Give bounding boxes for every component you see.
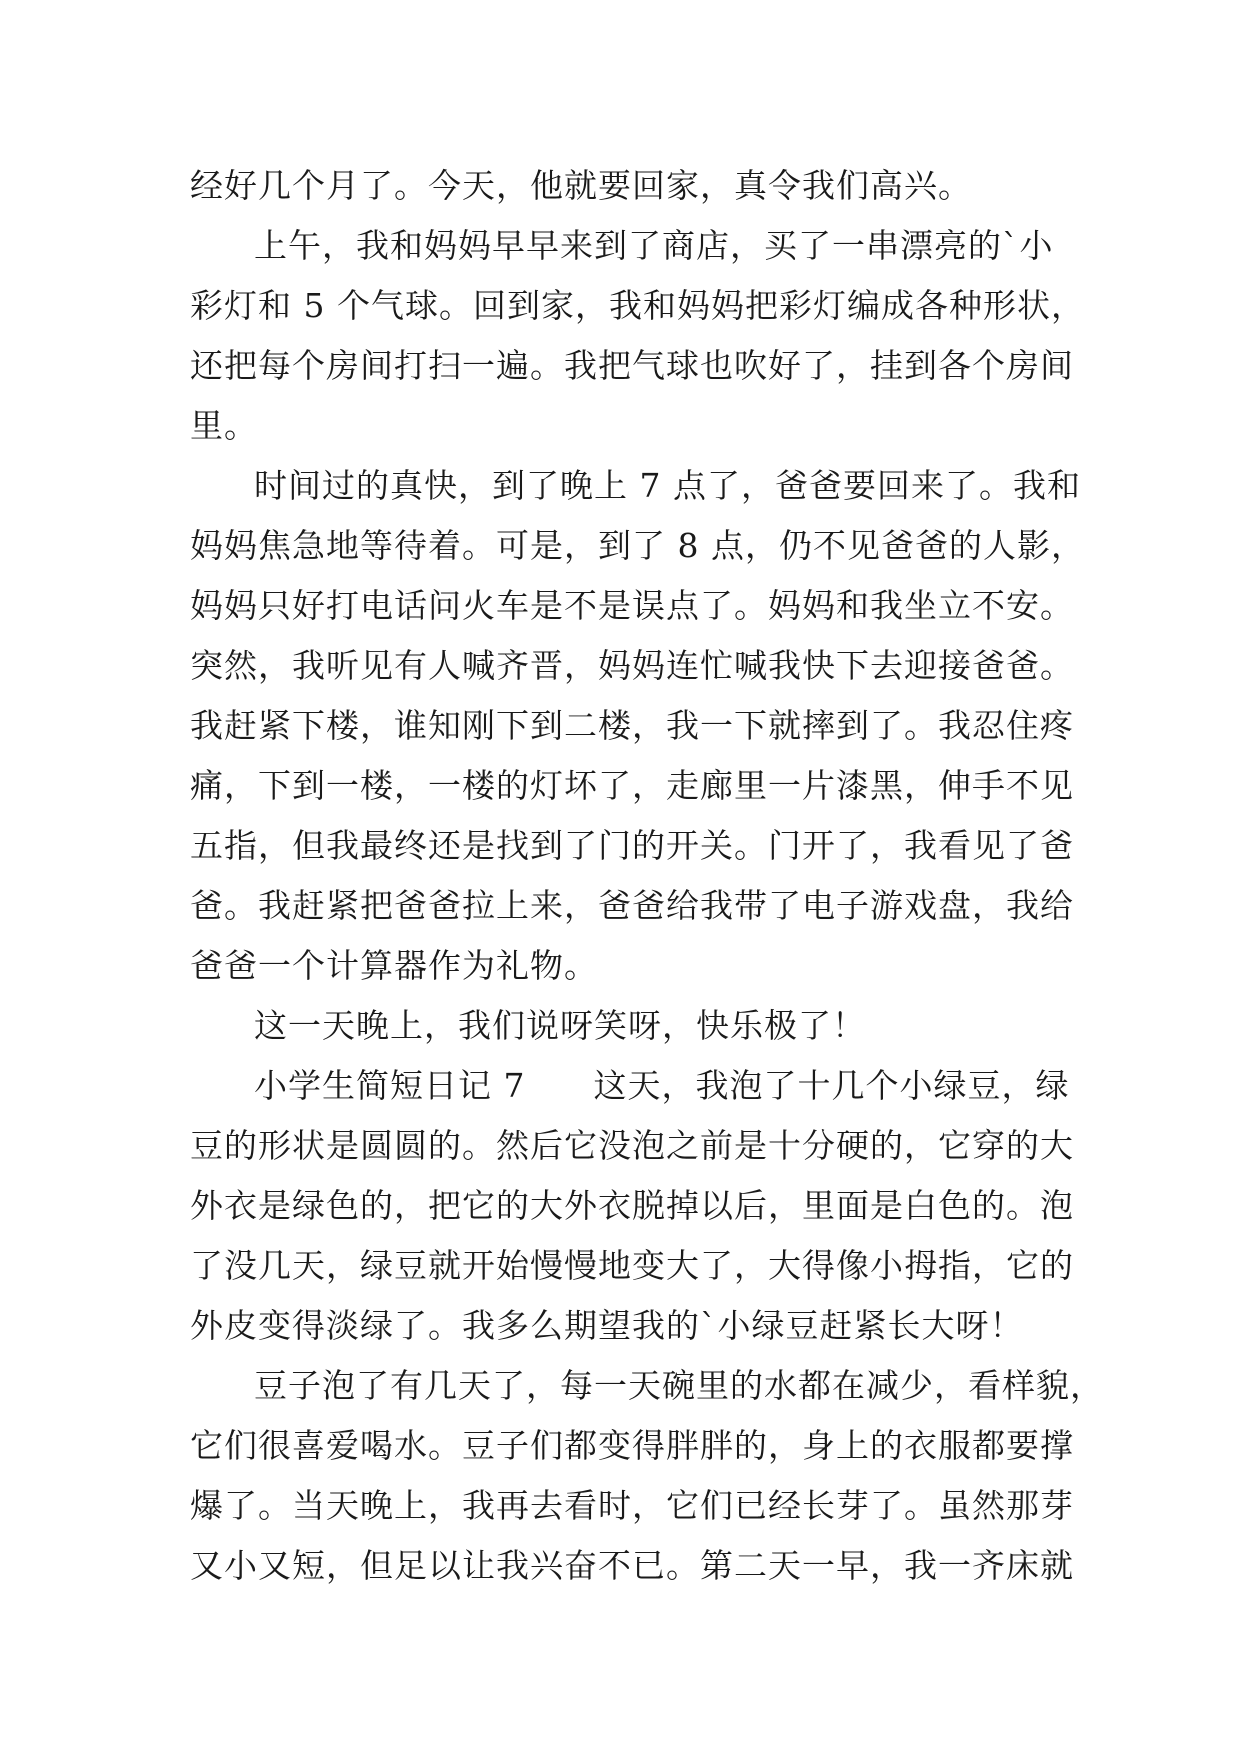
text-line: 豆子泡了有几天了，每一天碗里的水都在减少，看样貌， [254,1366,1104,1405]
text-line: 爸爸一个计算器作为礼物。 [190,946,598,985]
text-line: 又小又短，但足以让我兴奋不已。第二天一早，我一齐床就 [190,1546,1074,1585]
text-line: 外皮变得淡绿了。我多么期望我的`小绿豆赶紧长大呀！ [190,1306,1024,1345]
text-line: 上午，我和妈妈早早来到了商店，买了一串漂亮的`小 [254,226,1054,265]
text-line: 外衣是绿色的，把它的大外衣脱掉以后，里面是白色的。泡 [190,1186,1074,1225]
text-line: 它们很喜爱喝水。豆子们都变得胖胖的，身上的衣服都要撑 [190,1426,1074,1465]
text-line: 了没几天，绿豆就开始慢慢地变大了，大得像小拇指，它的 [190,1246,1074,1285]
text-line: 突然，我听见有人喊齐晋，妈妈连忙喊我快下去迎接爸爸。 [190,646,1074,685]
text-line: 妈妈焦急地等待着。可是，到了 8 点，仍不见爸爸的人影， [190,526,1085,565]
text-line: 我赶紧下楼，谁知刚下到二楼，我一下就摔到了。我忍住疼 [190,706,1074,745]
text-line: 时间过的真快，到了晚上 7 点了，爸爸要回来了。我和 [254,466,1081,505]
text-line: 里。 [190,406,258,445]
text-line: 爆了。当天晚上，我再去看时，它们已经长芽了。虽然那芽 [190,1486,1074,1525]
text-line: 小学生简短日记 7 这天，我泡了十几个小绿豆，绿 [254,1066,1070,1105]
text-line: 豆的形状是圆圆的。然后它没泡之前是十分硬的，它穿的大 [190,1126,1074,1165]
body-text [190,156,1104,1596]
text-line: 彩灯和 5 个气球。回到家，我和妈妈把彩灯编成各种形状， [190,286,1085,325]
text-line: 爸。我赶紧把爸爸拉上来，爸爸给我带了电子游戏盘，我给 [190,886,1074,925]
text-line: 五指，但我最终还是找到了门的开关。门开了，我看见了爸 [190,826,1074,865]
text-line: 这一天晚上，我们说呀笑呀，快乐极了！ [254,1006,866,1045]
text-line: 妈妈只好打电话问火车是不是误点了。妈妈和我坐立不安。 [190,586,1074,625]
text-line: 经好几个月了。今天，他就要回家，真令我们高兴。 [190,166,972,205]
text-line: 还把每个房间打扫一遍。我把气球也吹好了，挂到各个房间 [190,346,1074,385]
text-line: 痛，下到一楼，一楼的灯坏了，走廊里一片漆黑，伸手不见 [190,766,1074,805]
